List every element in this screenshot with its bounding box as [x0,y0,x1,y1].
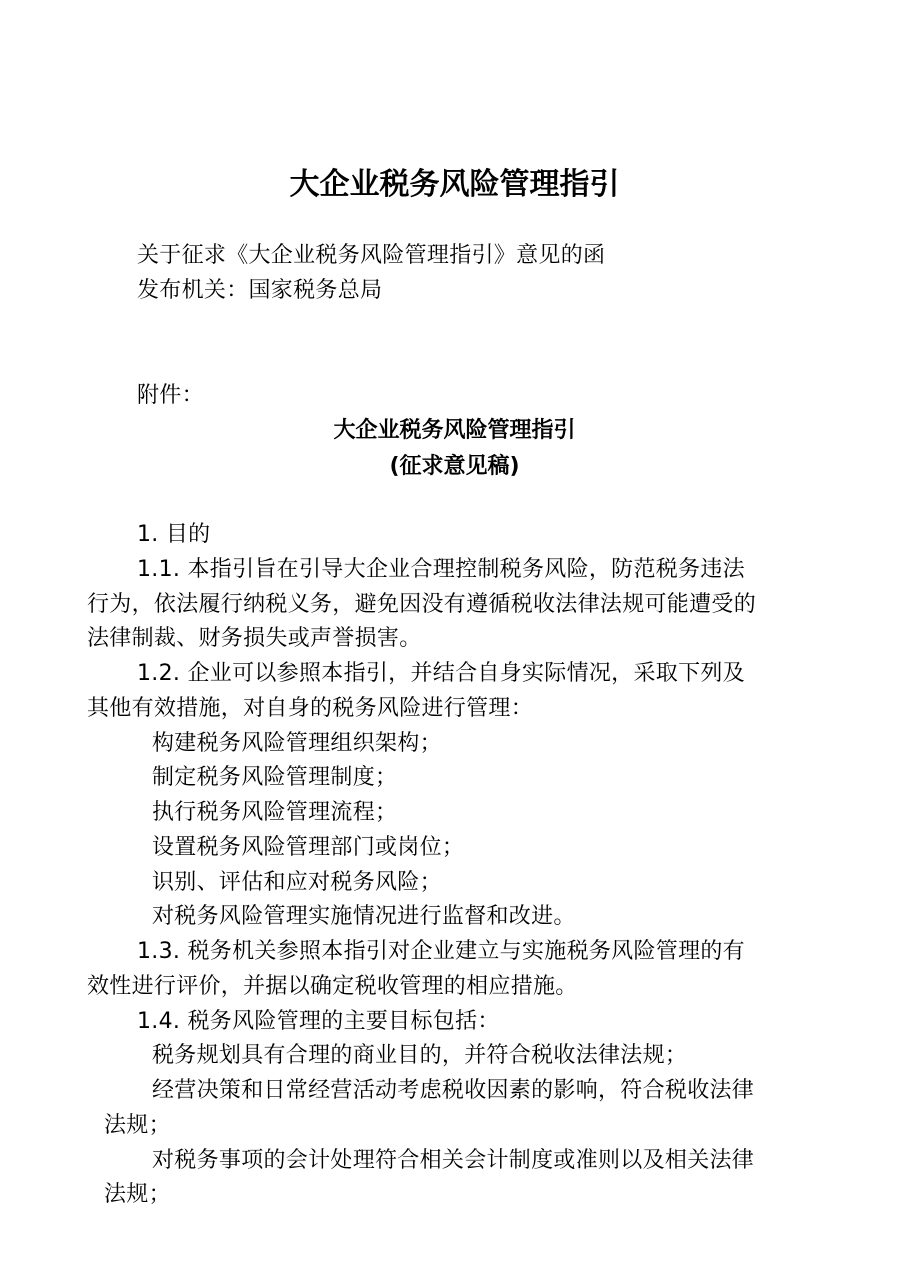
attachment-subtitle: (征求意见稿) [389,454,520,479]
list-item: 制定税务风险管理制度； [152,765,398,790]
list-item: 对税务事项的会计处理符合相关会计制度或准则以及相关法律 [152,1148,755,1173]
paragraph-line: 法律制裁、财务损失或声誉损害。 [87,626,422,651]
list-item: 税务规划具有合理的商业目的，并符合税收法律法规； [152,1043,688,1068]
list-item-continuation: 法规； [104,1113,171,1138]
attachment-label: 附件： [137,383,204,408]
list-item: 经营决策和日常经营活动考虑税收因素的影响，符合税收法律 [152,1078,755,1103]
list-item: 对税务风险管理实施情况进行监督和改进。 [152,904,576,929]
section-heading: 1. 目的 [137,522,211,547]
attachment-title: 大企业税务风险管理指引 [333,418,576,443]
paragraph-line: 1.2. 企业可以参照本指引，并结合自身实际情况，采取下列及 [137,661,745,686]
paragraph-line: 行为，依法履行纳税义务，避免因没有遵循税收法律法规可能遭受的 [87,592,757,617]
document-title: 大企业税务风险管理指引 [289,167,620,202]
list-item: 执行税务风险管理流程； [152,800,398,825]
paragraph-line: 其他有效措施，对自身的税务风险进行管理： [87,696,534,721]
list-item-continuation: 法规； [104,1182,171,1207]
paragraph-line: 1.4. 税务风险管理的主要目标包括： [137,1009,500,1034]
list-item: 构建税务风险管理组织架构； [152,731,442,756]
list-item: 识别、评估和应对税务风险； [152,870,442,895]
paragraph-line: 1.1. 本指引旨在引导大企业合理控制税务风险，防范税务违法 [137,557,745,582]
header-line-issuer: 发布机关：国家税务总局 [137,278,383,303]
paragraph-line: 效性进行评价，并据以确定税收管理的相应措施。 [87,974,578,999]
list-item: 设置税务风险管理部门或岗位； [152,835,465,860]
paragraph-line: 1.3. 税务机关参照本指引对企业建立与实施税务风险管理的有 [137,939,745,964]
header-line-letter: 关于征求《大企业税务风险管理指引》意见的函 [137,243,606,268]
